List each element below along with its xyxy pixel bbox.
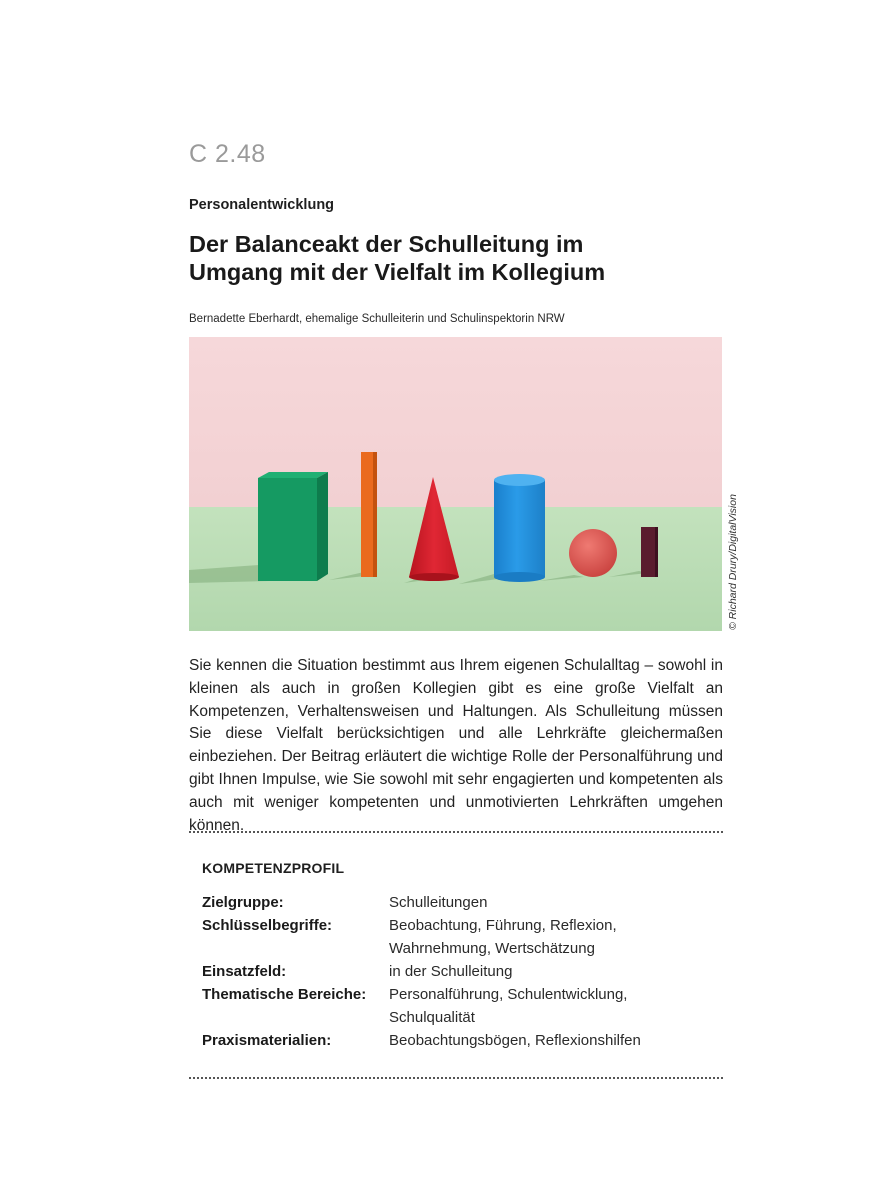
profile-value: Beobachtung, Führung, Reflexion, Wahrnehmung, Wertschätzung — [389, 917, 617, 957]
geometric-shapes-photo — [189, 337, 722, 631]
profile-row-thematische-bereiche — [202, 983, 702, 1029]
orange-stick — [361, 452, 373, 577]
profile-value: Beobachtungsbögen, Reflexionshilfen — [389, 1032, 641, 1049]
green-block-side — [317, 472, 328, 581]
profile-row-zielgruppe — [202, 891, 702, 914]
category-label: Personalentwicklung — [189, 197, 335, 213]
profile-heading: KOMPETENZPROFIL — [202, 860, 345, 876]
title-line-1: Der Balanceakt der Schulleitung im — [189, 231, 584, 257]
dotted-divider-bottom — [189, 1077, 723, 1079]
profile-label: Praxismaterialien: — [202, 1032, 332, 1049]
profile-value: Schulleitungen — [389, 894, 488, 911]
article-code: C 2.48 — [189, 140, 266, 168]
profile-label: Schlüsselbegriffe: — [202, 917, 333, 934]
profile-label: Einsatzfeld: — [202, 963, 287, 980]
blue-cylinder — [494, 480, 545, 577]
title-line-2: Umgang mit der Vielfalt im Kollegium — [189, 259, 606, 285]
red-cone-base — [409, 573, 459, 581]
profile-row-einsatzfeld — [202, 960, 702, 983]
intro-paragraph: Sie kennen die Situation bestimmt aus Ihrem eigenen Schulalltag – sowohl in kleinen als auch in großen Kollegien gibt es eine große Vielfalt an Kompetenzen, Verhaltensweisen und Haltungen. Als Schulleitung müssen Sie diese Vielfalt berücksichtigen und alle Lehrkräfte gleichermaßen einbeziehen. Der Beitrag erläutert die wichtige Rolle der Personalführung und gibt Ihnen Impulse, wie Sie sowohl mit sehr engagierten und kompetenten als auch mit weniger kompetenten und unmotivierten Lehrkräften umgehen können. — [189, 657, 723, 834]
blue-cylinder-bottom — [494, 572, 545, 582]
green-block — [258, 478, 317, 581]
photo-credit: © Richard Drury/DigitalVision — [727, 494, 739, 630]
profile-row-praxismaterialien — [202, 1029, 702, 1052]
dotted-divider-top — [189, 831, 723, 833]
blue-cylinder-top — [494, 474, 545, 486]
maroon-block — [641, 527, 655, 577]
green-block-top — [258, 472, 328, 478]
profile-label: Thematische Bereiche: — [202, 986, 367, 1003]
profile-row-schluesselbegriffe — [202, 914, 702, 960]
author-line: Bernadette Eberhardt, ehemalige Schulleiterin und Schulinspektorin NRW — [189, 313, 565, 325]
competence-profile — [202, 891, 702, 1052]
profile-value: Personalführung, Schulentwicklung, Schulqualität — [389, 986, 628, 1026]
article-title — [189, 230, 729, 286]
profile-value: in der Schulleitung — [389, 963, 513, 980]
orange-stick-side — [373, 452, 377, 577]
red-ball — [569, 529, 617, 577]
profile-label: Zielgruppe: — [202, 894, 284, 911]
maroon-block-side — [655, 527, 658, 577]
